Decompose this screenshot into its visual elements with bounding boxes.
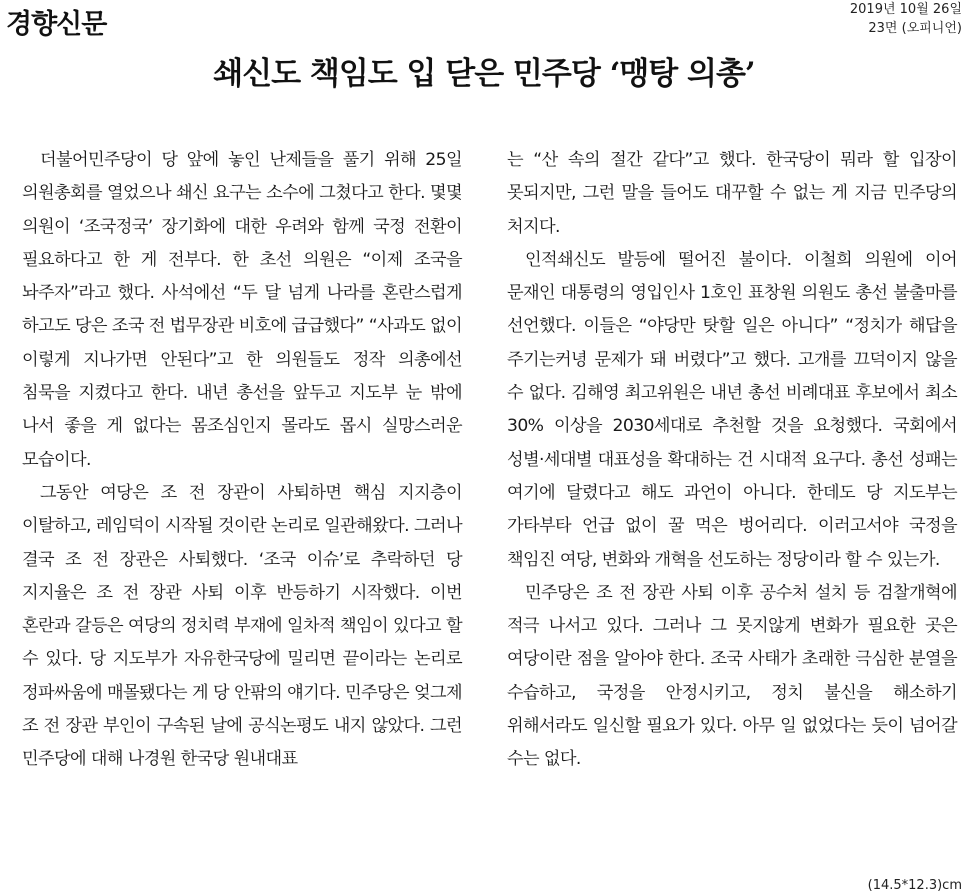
page-section: 23면 (오피니언) — [868, 21, 962, 36]
dateline — [850, 0, 962, 38]
article-headline: 쇄신도 책임도 입 닫은 민주당 ‘맹탕 의총’ — [213, 56, 755, 92]
article-paragraph: 그동안 여당은 조 전 장관이 사퇴하면 핵심 지지층이 이탈하고, 레임덕이 시작될 것이란 논리로 일관해왔다. 그러나 결국 조 전 장관은 사퇴했다. ‘조국 이슈’로 추락하던 당 지지율은 조 전 장관 사퇴 이후 반등하기 시작했다. 이번 혼란과 갈등은 여당의 정치력 부재에 일차적 책임이 있다고 할 수 있다. 당 지도부가 자유한국당에 밀리면 끝이라는 논리로 정파싸움에 매몰됐다는 게 당 안팎의 얘기다. 민주당은 엊그제 조 전 장관 부인이 구속된 날에 공식논평도 내지 않았다. 그런 민주당에 대해 나경원 한국당 원내대표 — [22, 482, 462, 770]
article-paragraph-continuation: 는 “산 속의 절간 같다”고 했다. 한국당이 뭐라 할 입장이 못되지만, 그런 말을 들어도 대꾸할 수 없는 게 지금 민주당의 처지다. — [507, 150, 957, 237]
article-column-right — [507, 144, 957, 777]
publication-date: 2019년 10월 26일 — [849, 2, 962, 17]
newspaper-masthead: 경향신문 — [6, 9, 107, 40]
article-column-left — [22, 144, 462, 777]
article-paragraph: 민주당은 조 전 장관 사퇴 이후 공수처 설치 등 검찰개혁에 적극 나서고 있다. 그러나 그 못지않게 변화가 필요한 곳은 여당이란 점을 알아야 한다. 조국 사태가 초래한 극심한 분열을 수습하고, 국정을 안정시키고, 정치 불신을 해소하기 위해서라도 일신할 필요가 있다. 아무 일 없었다는 듯이 넘어갈 수는 없다. — [507, 582, 957, 770]
clipping-size-note: (14.5*12.3)cm — [867, 878, 962, 893]
article-paragraph: 더불어민주당이 당 앞에 놓인 난제들을 풀기 위해 25일 의원총회를 열었으나 쇄신 요구는 소수에 그쳤다고 한다. 몇몇 의원이 ‘조국정국’ 장기화에 대한 우려와 함께 국정 전환이 필요하다고 한 게 전부다. 한 초선 의원은 “이제 조국을 놔주자”라고 했다. 사석에선 “두 달 넘게 나라를 혼란스럽게 하고도 당은 조국 전 법무장관 비호에 급급했다” “사과도 없이 이렇게 지나가면 안된다”고 한 의원들도 정작 의총에선 침묵을 지켰다고 한다. 내년 총선을 앞두고 지도부 눈 밖에 나서 좋을 게 없다는 몸조심인지 몰라도 몹시 실망스러운 모습이다. — [22, 150, 462, 470]
article-paragraph: 인적쇄신도 발등에 떨어진 불이다. 이철희 의원에 이어 문재인 대통령의 영입인사 1호인 표창원 의원도 총선 불출마를 선언했다. 이들은 “야당만 탓할 일은 아니다” “정치가 해답을 주기는커녕 문제가 돼 버렸다”고 했다. 고개를 끄덕이지 않을 수 없다. 김해영 최고위원은 내년 총선 비례대표 후보에서 최소 30% 이상을 2030세대로 추천할 것을 요청했다. 국회에서 성별·세대별 대표성을 확대하는 건 시대적 요구다. 총선 성패는 여기에 달렸다고 해도 과언이 아니다. 한데도 당 지도부는 가타부타 언급 없이 꿀 먹은 벙어리다. 이러고서야 국정을 책임진 여당, 변화와 개혁을 선도하는 정당이라 할 수 있는가. — [507, 249, 957, 570]
